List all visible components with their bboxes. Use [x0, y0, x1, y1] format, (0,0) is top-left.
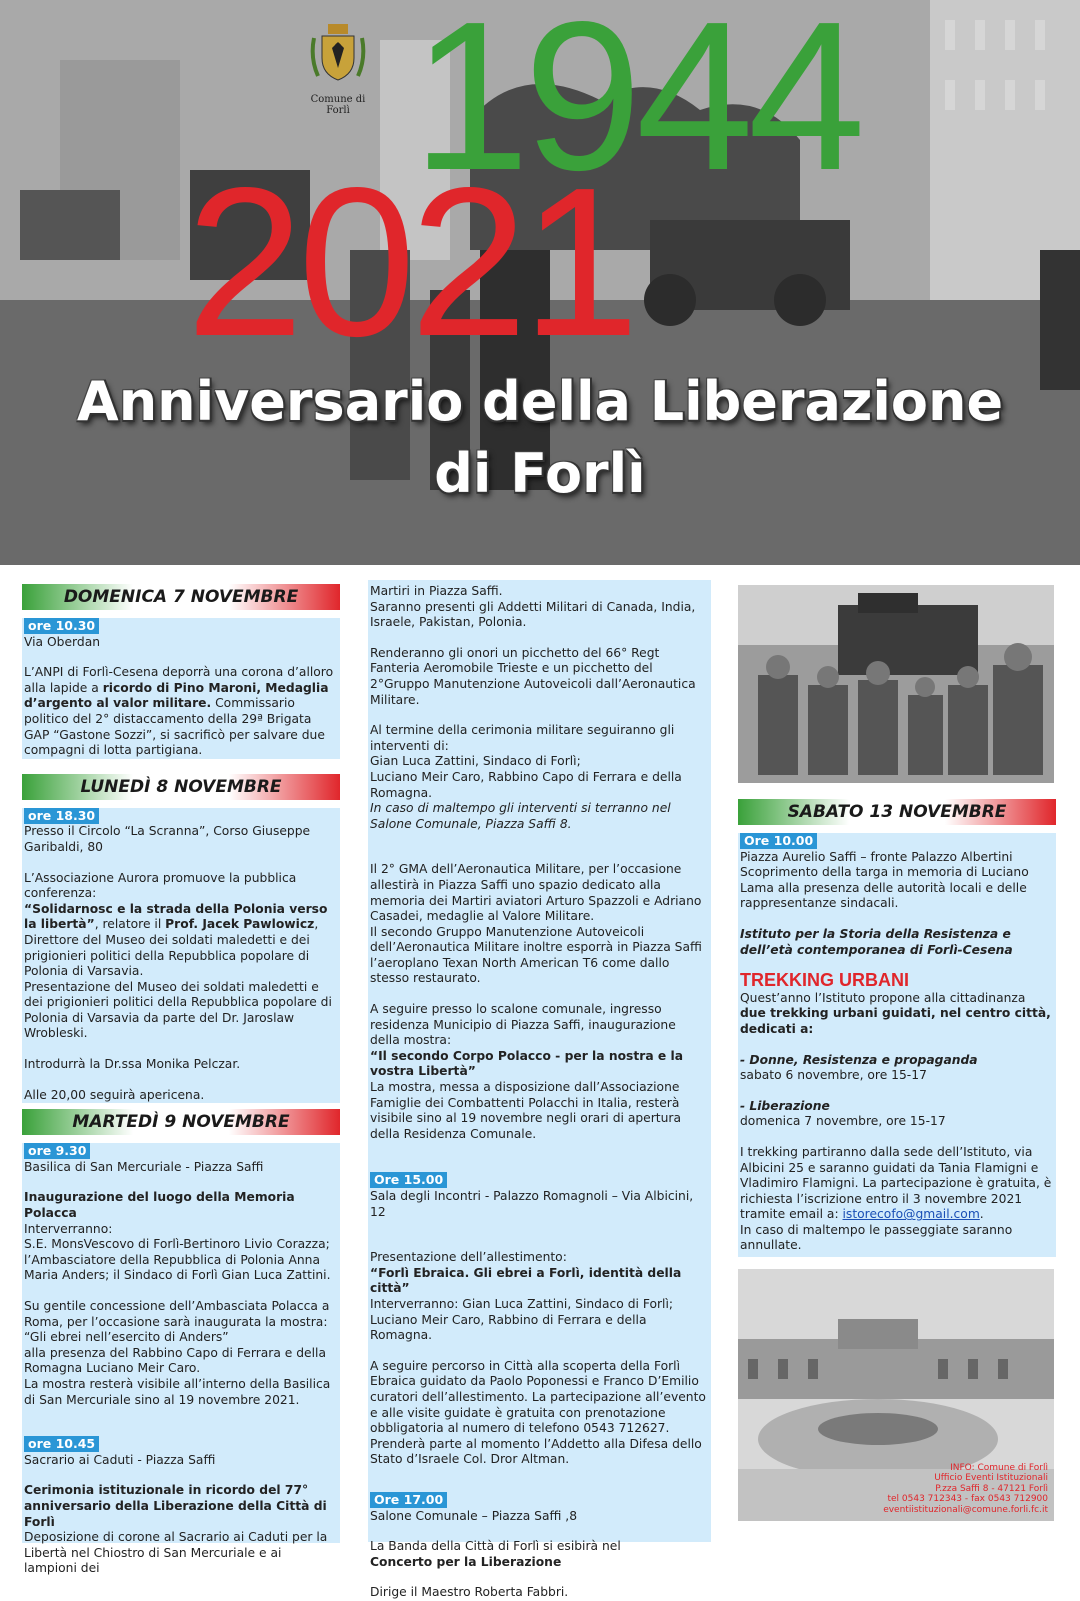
exhibit2-desc: La mostra, messa a disposizione dall’Associazione Famiglie dei Combattenti Polacchi in Italia, resterà visibile sino al 19 novembre negli orari di apertura della Residenza Comunale. — [370, 1080, 682, 1141]
tuesday-block — [22, 1143, 340, 1576]
deposition-text: Deposizione di corone al Sacrario ai Caduti per la Libertà nel Chiostro di San Mercuriale e ai lampioni dei — [24, 1530, 328, 1576]
info-email[interactable]: eventiistituzionali@comune.forli.fc.it — [883, 1504, 1048, 1515]
time-badge: ore 10.45 — [24, 1436, 99, 1452]
trek2-title: - Liberazione — [740, 1098, 830, 1113]
director-text: Dirige il Maestro Roberta Fabbri. — [370, 1585, 569, 1600]
info-line: Ufficio Eventi Istituzionali — [934, 1473, 1048, 1483]
sunday-block — [22, 618, 340, 759]
hero-banner — [0, 0, 1080, 565]
day-header-saturday: SABATO 13 NOVEMBRE — [738, 799, 1056, 825]
year-2021: 2021 — [186, 143, 634, 380]
exhibit2-title: “Il secondo Corpo Polacco - per la nostra e la vostra Libertà” — [370, 1048, 684, 1079]
column-middle — [368, 580, 711, 1600]
event-place: Sala degli Incontri - Palazzo Romagnoli – Via Albicini, 12 — [370, 1189, 694, 1219]
day-header-tuesday: MARTEDÌ 9 NOVEMBRE — [22, 1109, 340, 1135]
day-header-sunday: DOMENICA 7 NOVEMBRE — [22, 584, 340, 610]
monday-block — [22, 808, 340, 1104]
continuation-text: Martiri in Piazza Saffi. — [370, 584, 503, 598]
speech-mayor: Gian Luca Zattini, Sindaco di Forlì; — [370, 754, 581, 769]
time-badge: Ore 10.00 — [740, 833, 817, 849]
event-place: Presso il Circolo “La Scranna”, Corso Giuseppe Garibaldi, 80 — [24, 824, 311, 854]
saturday-block — [738, 833, 1056, 1257]
event-place: Piazza Aurelio Saffi – fronte Palazzo Albertini — [740, 849, 1013, 864]
trekking-details: I trekking partiranno dalla sede dell’Istituto, via Albicini 25 e saranno guidati da Tania Flamigni e Vladimiro Flamigni. La partecipazione è gratuita, è richiesta l’iscrizione entro il 3 novembre 2021 tramite email a: istorecofo@gmail.com. — [740, 1144, 1052, 1222]
institute-name: Istituto per la Storia della Resistenza e dell’età contemporanea di Forlì-Cesena — [740, 926, 1013, 957]
page-title: Anniversario della Liberazione — [76, 370, 1004, 433]
city-logo-label: Comune di Forlì — [310, 94, 366, 116]
band-text: La Banda della Città di Forlì si esibirà nel — [370, 1539, 621, 1554]
presentation-title: “Forlì Ebraica. Gli ebrei a Forlì, identità della città” — [370, 1265, 682, 1296]
presence-text: alla presenza del Rabbino Capo di Ferrara e della Romagna Luciano Meir Caro. — [24, 1345, 326, 1376]
trekking-rain-note: In caso di maltempo le passeggiate saranno annullate. — [740, 1222, 1013, 1253]
time-badge: ore 9.30 — [24, 1143, 90, 1159]
attache-text: Prenderà parte al momento l’Addetto alla Difesa dello Stato d’Israele Col. Dror Altman. — [370, 1436, 702, 1467]
column-right — [738, 580, 1056, 1521]
concession-text: Su gentile concessione dell’Ambasciata Polacca a Roma, per l’occasione sarà inaugurata la mostra: — [24, 1299, 330, 1329]
email-link[interactable]: istorecofo@gmail.com — [842, 1207, 980, 1222]
year-1944: 1944 — [412, 0, 860, 214]
event-presentation: Presentazione del Museo dei soldati maledetti e dei prigionieri politici della Repubblica popolare di Polonia di Varsavia da parte del Dr. Jaroslaw Wrobleski. — [24, 979, 332, 1041]
event-title: Inaugurazione del luogo della Memoria Polacca — [24, 1190, 295, 1221]
speakers-list: S.E. MonsVescovo di Forlì-Bertinoro Livio Corazza; l’Ambasciatore della Repubblica di Polonia Anna Maria Anders; il Sindaco di Forlì Gian Luca Zattini. — [24, 1237, 331, 1283]
visible-text: La mostra resterà visibile all’interno della Basilica di San Mercuriale sino al 19 novembre 2021. — [24, 1376, 331, 1407]
time-badge: Ore 17.00 — [370, 1492, 447, 1508]
info-line: INFO: Comune di Forlì — [950, 1462, 1048, 1473]
day-header-monday: LUNEDÌ 8 NOVEMBRE — [22, 774, 340, 800]
trek2-date: domenica 7 novembre, ore 15-17 — [740, 1114, 946, 1129]
time-badge: Ore 15.00 — [370, 1172, 447, 1188]
trekking-title: TREKKING URBANI — [740, 970, 909, 991]
rain-note: In caso di maltempo gli interventi si terranno nel Salone Comunale, Piazza Saffi 8. — [370, 801, 671, 831]
follow-text: A seguire presso lo scalone comunale, ingresso residenza Municipio di Piazza Saffi, inaugurazione della mostra: — [370, 1002, 676, 1048]
event-description: L’Associazione Aurora promuove la pubblica conferenza: “Solidarnosc e la strada della Polonia verso la libertà”, relatore il Prof. Jacek Pawlowicz, Direttore del Museo dei soldati maledetti e dei prigionieri politici della Repubblica popolare di Polonia di Varsavia. — [24, 870, 328, 979]
piazza-saffi-photo — [738, 1269, 1054, 1521]
event-place: Salone Comunale – Piazza Saffi ,8 — [370, 1508, 578, 1523]
event-place: Sacrario ai Caduti - Piazza Saffi — [24, 1452, 216, 1467]
event-intro: Introdurrà la Dr.ssa Monika Pelczar. — [24, 1057, 241, 1072]
event-apericena: Alle 20,00 seguirà apericena. — [24, 1087, 205, 1102]
info-contacts — [883, 1463, 1048, 1516]
gma-text: Il 2° GMA dell’Aeronautica Militare, per l’occasione allestirà in Piazza Saffi uno spazio dedicato alla memoria dei Martiri aviatori Arturo Spazzoli e Adriano Casadei, medaglie al Valore Militare. — [370, 862, 702, 924]
city-logo — [298, 18, 378, 116]
info-line: P.zza Saffi 8 - 47121 Forlì — [935, 1483, 1048, 1494]
event-place: Via Oberdan — [24, 634, 101, 649]
speakers-intro: Interverranno: — [24, 1221, 113, 1236]
event-place: Basilica di San Mercuriale - Piazza Saffi — [24, 1159, 264, 1174]
attaches-text: Saranno presenti gli Addetti Militari di Canada, India, Israele, Pakistan, Polonia. — [370, 599, 696, 630]
event-description: L’ANPI di Forlì-Cesena deporrà una corona d’alloro alla lapide a ricordo di Pino Maroni, Medaglia d’argento al valor militare. Commissario politico del 2° distaccamento della 29ª Brigata GAP “Gastone Sozzi”, si sacrificò per salvare due compagni di lotta partigiana. — [24, 665, 334, 758]
plane-text: Il secondo Gruppo Manutenzione Autoveicoli dell’Aeronautica Militare inoltre esporrà in Piazza Saffi l’aeroplano Texan North American T6 come dallo stesso restaurato. — [370, 924, 702, 986]
concert-title: Concerto per la Liberazione — [370, 1554, 562, 1569]
page-subtitle: di Forlì — [434, 442, 646, 505]
walk-text: A seguire percorso in Città alla scoperta della Forlì Ebraica guidato da Paolo Poponessi e Franco D’Emilio curatori dell’allestimento. La partecipazione all’evento e alle visite guidate è gratuita con prenotazione obbligatoria al numero di telefono 0543 712627. — [370, 1358, 706, 1436]
speeches-intro: Al termine della cerimonia militare seguiranno gli interventi di: — [370, 723, 675, 753]
column-left — [22, 580, 340, 1576]
trekking-intro: Quest’anno l’Istituto propone alla cittadinanza due trekking urbani guidati, nel centro città, dedicati a: — [740, 990, 1051, 1036]
children-tank-photo — [738, 585, 1054, 783]
time-badge: ore 10.30 — [24, 618, 99, 634]
honors-text: Renderanno gli onori un picchetto del 66° Regt Fanteria Aeromobile Trieste e un picchetto del 2°Gruppo Manutenzione Autoveicoli dall’Aeronautica Militare. — [370, 645, 696, 707]
exhibit-title: “Gli ebrei nell’esercito di Anders” — [24, 1330, 229, 1345]
trek1-title: - Donne, Resistenza e propaganda — [740, 1052, 978, 1067]
time-badge: ore 18.30 — [24, 808, 99, 824]
presentation-speakers: Interverranno: Gian Luca Zattini, Sindaco di Forlì; Luciano Meir Caro, Rabbino di Ferrara e della Romagna. — [370, 1296, 674, 1343]
coat-of-arms-icon — [308, 18, 368, 90]
info-line: tel 0543 712343 - fax 0543 712900 — [887, 1494, 1048, 1504]
trek1-date: sabato 6 novembre, ore 15-17 — [740, 1068, 927, 1083]
speech-rabbi: Luciano Meir Caro, Rabbino Capo di Ferrara e della Romagna. — [370, 769, 682, 800]
presentation-intro: Presentazione dell’allestimento: — [370, 1250, 567, 1265]
ceremony-title: Cerimonia istituzionale in ricordo del 77° anniversario della Liberazione della Città di Forlì — [24, 1483, 327, 1529]
event-description: Scoprimento della targa in memoria di Luciano Lama alla presenza delle autorità locali e delle rappresentanze sindacali. — [740, 865, 1029, 911]
